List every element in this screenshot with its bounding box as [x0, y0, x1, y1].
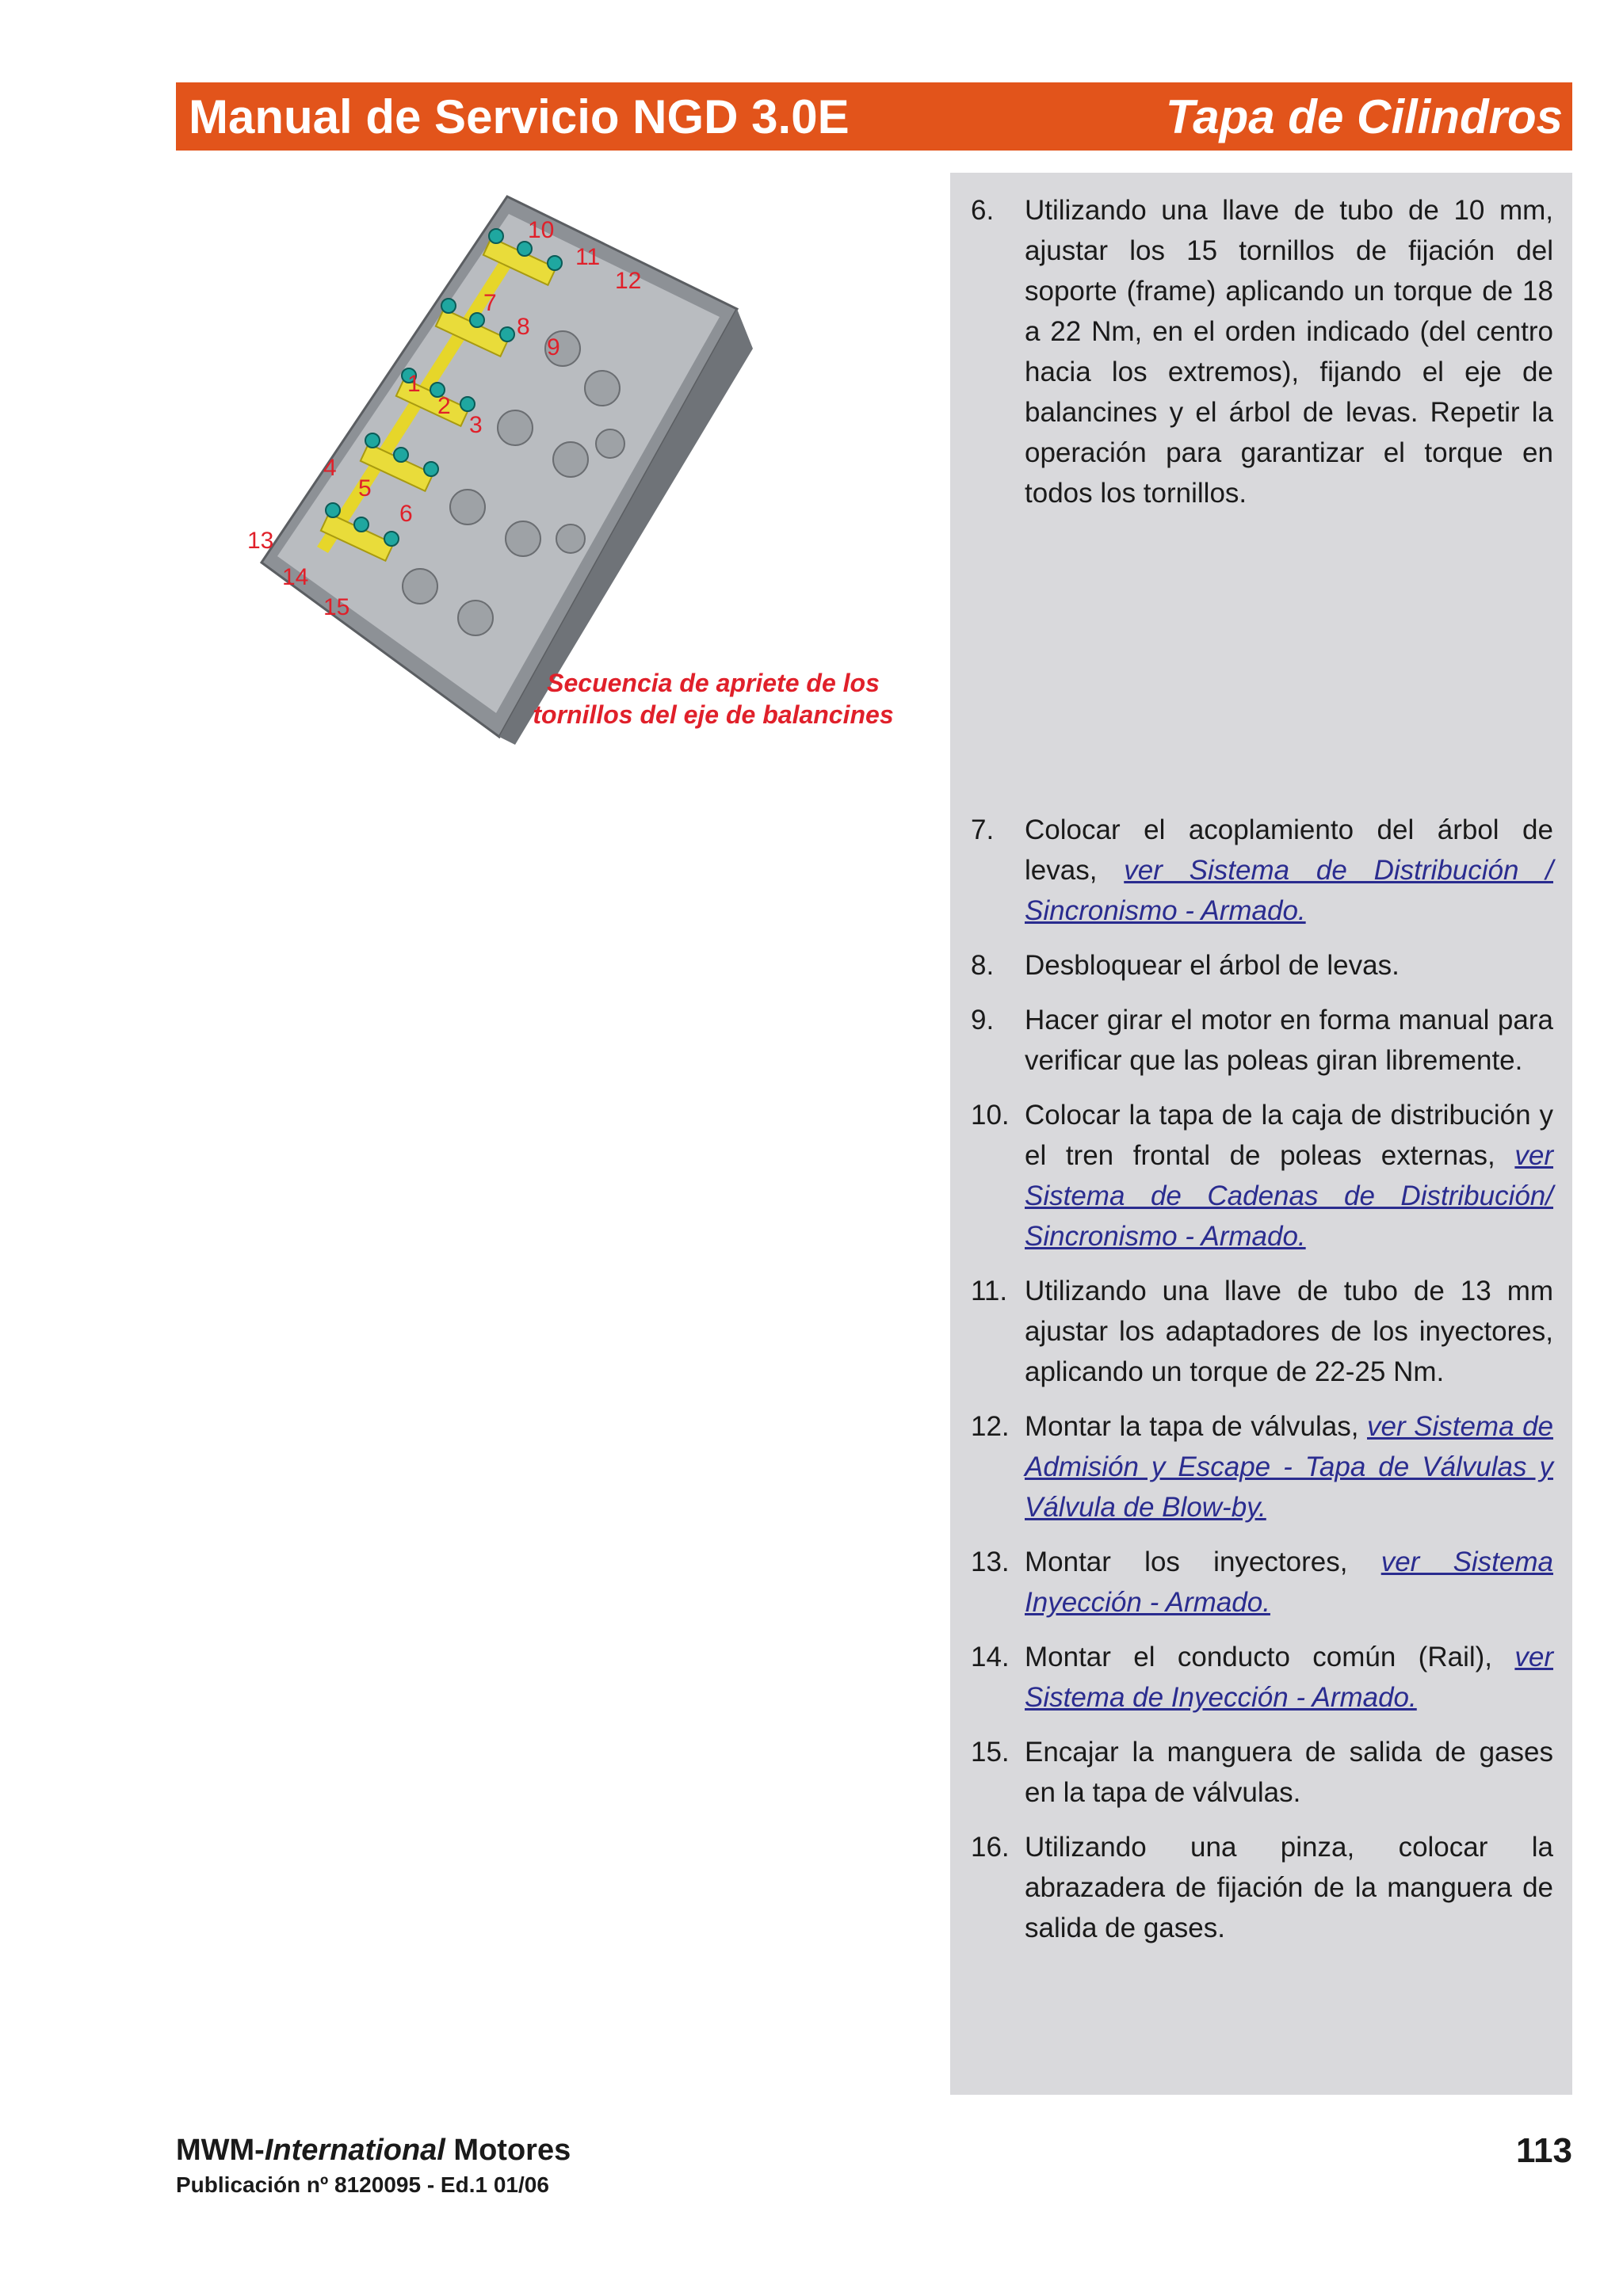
brand-part: Motores	[445, 2134, 571, 2167]
step-text: Montar el conducto común (Rail),	[1025, 1642, 1515, 1672]
step-item	[971, 1406, 1553, 1527]
bolt-label: 11	[575, 244, 601, 270]
bolt-label: 5	[358, 475, 372, 502]
step-item	[971, 945, 1553, 986]
bolt-label: 14	[282, 564, 309, 590]
step-number: 12.	[971, 1411, 1010, 1442]
step-text: Hacer girar el motor en forma manual para verificar que las poleas giran libremente.	[1025, 1005, 1553, 1076]
step-text: Desbloquear el árbol de levas.	[1025, 950, 1400, 981]
steps-bottom	[971, 810, 1553, 1948]
bolt-label: 4	[323, 455, 337, 481]
cross-reference-link[interactable]: ver Sistema de Admisión y Escape - Tapa de Válvulas y Válvula de Blow-by.	[1025, 1411, 1553, 1523]
step-text: Utilizando una llave de tubo de 13 mm ajustar los adaptadores de los inyectores, aplicando un torque de 22-25 Nm.	[1025, 1276, 1553, 1387]
footer-brand	[176, 2134, 571, 2168]
bolt-label: 3	[469, 412, 483, 438]
caption-line: tornillos del eje de balancines	[533, 700, 894, 729]
step-text: Montar los inyectores,	[1025, 1547, 1381, 1577]
bolt-label: 8	[517, 314, 530, 340]
step-number: 13.	[971, 1547, 1010, 1577]
step-number: 8.	[971, 950, 995, 981]
publication-info: Publicación nº 8120095 - Ed.1 01/06	[176, 2172, 549, 2197]
step-item	[971, 1095, 1553, 1257]
bolt-label: 12	[615, 268, 642, 294]
bolt-label: 9	[547, 334, 560, 360]
steps-top	[971, 190, 1553, 513]
step-text: Montar la tapa de válvulas,	[1025, 1411, 1367, 1442]
page-number: 113	[1516, 2131, 1572, 2170]
bolt-label: 7	[483, 290, 497, 316]
step-number: 9.	[971, 1005, 995, 1035]
step-item	[971, 1827, 1553, 1948]
section-title: Tapa de Cilindros	[1165, 90, 1563, 143]
step-item	[971, 810, 1553, 931]
bolt-label: 15	[323, 594, 350, 620]
step-item	[971, 1271, 1553, 1392]
bolt-label: 1	[407, 371, 421, 397]
bolt-label: 6	[399, 501, 413, 527]
step-number: 15.	[971, 1737, 1010, 1768]
step-text: Utilizando una pinza, colocar la abrazadera de fijación de la manguera de salida de gases.	[1025, 1832, 1553, 1943]
page-header	[176, 82, 1572, 151]
step-number: 14.	[971, 1642, 1010, 1672]
cross-reference-link[interactable]: ver Sistema de Distribución / Sincronismo - Armado.	[1025, 855, 1553, 926]
step-number: 7.	[971, 814, 995, 845]
brand-part: International	[264, 2134, 445, 2167]
bolt-label: 13	[247, 528, 274, 554]
cross-reference-link[interactable]: ver Sistema Inyección - Armado.	[1025, 1547, 1553, 1618]
figure-caption	[507, 667, 919, 730]
step-text: Colocar el acoplamiento del árbol de levas,	[1025, 814, 1553, 886]
step-text: Colocar la tapa de la caja de distribución y el tren frontal de poleas externas,	[1025, 1100, 1553, 1171]
step-item	[971, 1732, 1553, 1813]
step-item	[971, 190, 1553, 513]
manual-title: Manual de Servicio NGD 3.0E	[189, 90, 850, 143]
step-number: 16.	[971, 1832, 1010, 1863]
step-item	[971, 1000, 1553, 1081]
bolt-label: 2	[437, 393, 451, 419]
caption-line: Secuencia de apriete de los	[547, 669, 880, 697]
step-number: 6.	[971, 195, 995, 226]
step-number: 11.	[971, 1276, 1008, 1306]
step-number: 10.	[971, 1100, 1010, 1131]
cross-reference-link[interactable]: ver Sistema de Inyección - Armado.	[1025, 1642, 1553, 1713]
bolt-label: 10	[528, 217, 555, 243]
cylinder-head-illustration	[230, 190, 927, 745]
step-text: Utilizando una llave de tubo de 10 mm, ajustar los 15 tornillos de fijación del soporte (frame) aplicando un torque de 18 a 22 Nm, en el orden indicado (del centro hacia los extremos), fijando el eje de balancines y el árbol de levas. Repetir la operación para garantizar el torque en todos los tornillos.	[1025, 195, 1553, 509]
step-text: Encajar la manguera de salida de gases en la tapa de válvulas.	[1025, 1737, 1553, 1808]
cross-reference-link[interactable]: ver Sistema de Cadenas de Distribución/ Sincronismo - Armado.	[1025, 1140, 1553, 1252]
step-item	[971, 1542, 1553, 1623]
step-item	[971, 1637, 1553, 1718]
brand-part: MWM-	[176, 2134, 265, 2167]
